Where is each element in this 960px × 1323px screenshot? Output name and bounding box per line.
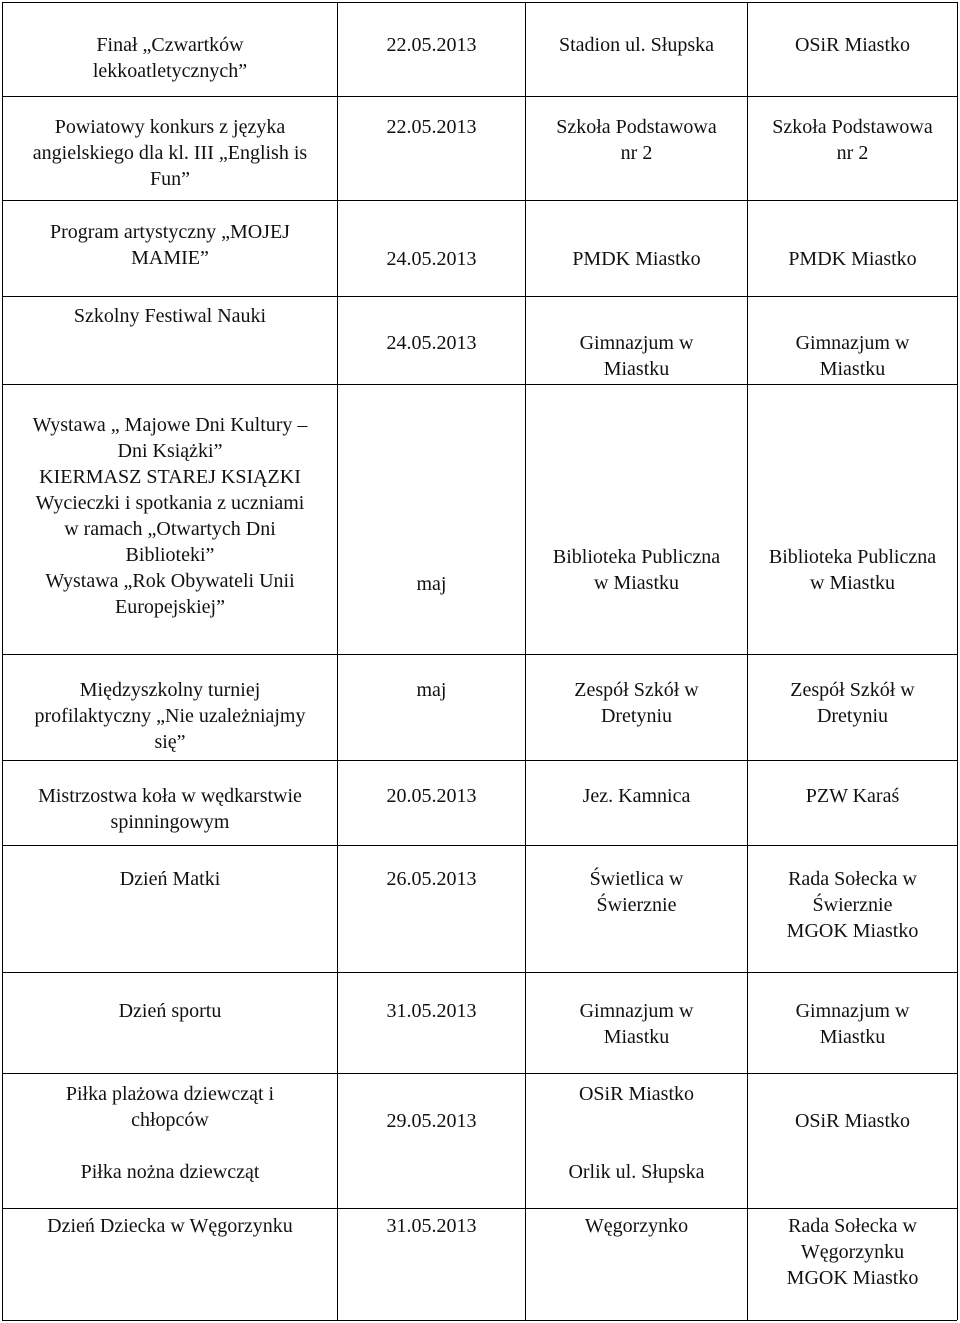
cell-line: OSiR Miastko [794,34,911,56]
cell-line [3,1133,337,1159]
cell-line: profilaktyczny „Nie uzależniajmy [34,705,306,727]
row-divider [2,845,957,846]
cell-line: Finał „Czwartków [96,34,244,56]
cell-line: 22.05.2013 [386,116,477,138]
table-cell-organizer [748,998,957,1050]
table-cell-place [526,544,747,596]
table-cell-event [3,677,337,755]
table-cell-place [526,1213,747,1239]
cell-line: Szkoła Podstawowa [772,116,933,138]
cell-line: Jez. Kamnica [582,785,691,807]
table-cell-organizer [748,1108,957,1134]
table-cell-organizer [748,32,957,58]
cell-line [526,1133,747,1159]
table-cell-event [3,866,337,892]
cell-line: Miastku [819,1026,886,1048]
cell-line: Miastku [603,1026,670,1048]
cell-line: Stadion ul. Słupska [558,34,714,56]
cell-line: OSiR Miastko [794,1110,911,1132]
table-cell-organizer [748,783,957,809]
table-cell-place [526,783,747,809]
table-cell-event [3,412,337,620]
cell-line: Węgorzynko [584,1215,689,1237]
cell-line: Dzień Dziecka w Węgorzynku [47,1215,293,1237]
cell-line: 31.05.2013 [386,1000,477,1022]
cell-line: Biblioteki” [125,544,215,566]
cell-line: Rada Sołecka w [788,868,917,890]
cell-line: Piłka nożna dziewcząt [80,1161,260,1183]
row-divider [2,296,957,297]
table-cell-place [526,114,747,166]
cell-line: Gimnazjum w [795,1000,910,1022]
row-divider [2,654,957,655]
cell-line: maj [416,573,447,595]
table-cell-event [3,219,337,271]
cell-line: 29.05.2013 [386,1110,477,1132]
cell-line: Węgorzynku [800,1241,905,1263]
cell-line: Międzyszkolny turniej [79,679,261,701]
cell-line: Gimnazjum w [579,332,694,354]
table-cell-organizer [748,246,957,272]
row-divider [2,96,957,97]
cell-line: Świerznie [812,894,893,916]
cell-line: KIERMASZ STAREJ KSIĄZKI [39,466,301,488]
cell-line: chłopców [131,1109,209,1131]
table-cell-event [3,998,337,1024]
cell-line: maj [416,679,447,701]
cell-line: 22.05.2013 [386,34,477,56]
cell-line: 31.05.2013 [386,1215,477,1237]
cell-line: 24.05.2013 [386,332,477,354]
cell-line: Biblioteka Publiczna [768,546,937,568]
table-cell-date [338,998,525,1024]
table-cell-date [338,571,525,597]
cell-line: Europejskiej” [115,596,225,618]
cell-line: Wystawa „ Majowe Dni Kultury – [32,414,308,436]
table-cell-date [338,677,525,703]
row-divider [2,972,957,973]
row-divider [2,384,957,385]
cell-line: Dni Książki” [117,440,223,462]
column-divider [957,2,958,1320]
cell-line: OSiR Miastko [578,1083,695,1105]
cell-line: MAMIE” [131,247,209,269]
table-cell-event [3,1213,337,1239]
table-cell-date [338,330,525,356]
cell-line: Dretyniu [600,705,673,727]
table-cell-place [526,246,747,272]
cell-line: Wycieczki i spotkania z uczniami [35,492,305,514]
table-cell-place [526,866,747,918]
cell-line: MGOK Miastko [786,1267,919,1289]
cell-line: Biblioteka Publiczna [552,546,721,568]
cell-line [526,1107,747,1133]
cell-line: PZW Karaś [805,785,900,807]
table-cell-event [3,783,337,835]
cell-line: 24.05.2013 [386,248,477,270]
cell-line: Dretyniu [816,705,889,727]
cell-line: Orlik ul. Słupska [568,1161,705,1183]
cell-line: Dzień Matki [119,868,221,890]
row-divider [2,760,957,761]
cell-line: Zespół Szkół w [574,679,699,701]
table-cell-date [338,783,525,809]
cell-line: 26.05.2013 [386,868,477,890]
table-cell-date [338,866,525,892]
cell-line: PMDK Miastko [572,248,701,270]
cell-line: lekkoatletycznych” [92,60,248,82]
row-divider [2,1073,957,1074]
cell-line: Piłka plażowa dziewcząt i [65,1083,275,1105]
cell-line: Miastku [819,358,886,380]
table-cell-date [338,32,525,58]
cell-line: Szkoła Podstawowa [556,116,717,138]
cell-line: się” [154,731,186,753]
cell-line: w Miastku [594,572,679,594]
table-cell-date [338,246,525,272]
table-cell-place [526,677,747,729]
cell-line: Miastku [603,358,670,380]
cell-line: Dzień sportu [118,1000,222,1022]
table-cell-place [526,330,747,382]
cell-line: w ramach „Otwartych Dni [64,518,276,540]
table-cell-organizer [748,544,957,596]
cell-line: Rada Sołecka w [788,1215,917,1237]
row-divider [2,1208,957,1209]
table-cell-date [338,114,525,140]
table-cell-place [526,32,747,58]
cell-line: angielskiego dla kl. III „English is [32,142,308,164]
table-cell-date [338,1108,525,1134]
table-cell-place [526,998,747,1050]
cell-line: Powiatowy konkurs z języka [54,116,286,138]
cell-line: Szkolny Festiwal Nauki [73,305,267,327]
row-divider [2,1320,957,1321]
table-cell-organizer [748,114,957,166]
table-cell-event [3,32,337,84]
table-cell-event [3,303,337,329]
cell-line: nr 2 [620,142,653,164]
row-divider [2,2,957,3]
cell-line: Gimnazjum w [795,332,910,354]
cell-line: PMDK Miastko [788,248,917,270]
cell-line: Świetlica w [589,868,684,890]
table-cell-event [3,114,337,192]
cell-line: w Miastku [810,572,895,594]
cell-line: 20.05.2013 [386,785,477,807]
cell-line: Świerznie [596,894,677,916]
cell-line: Program artystyczny „MOJEJ [50,221,290,243]
table-cell-place [526,1081,747,1185]
table-cell-organizer [748,866,957,944]
table-cell-date [338,1213,525,1239]
cell-line: MGOK Miastko [786,920,919,942]
cell-line: Fun” [150,168,190,190]
cell-line: spinningowym [110,811,230,833]
cell-line: nr 2 [836,142,869,164]
cell-line: Gimnazjum w [579,1000,694,1022]
table-cell-organizer [748,330,957,382]
table-cell-organizer [748,677,957,729]
cell-line: Mistrzostwa koła w wędkarstwie [38,785,302,807]
table-cell-organizer [748,1213,957,1291]
cell-line: Wystawa „Rok Obywateli Unii [45,570,295,592]
row-divider [2,200,957,201]
table-cell-event [3,1081,337,1185]
cell-line: Zespół Szkół w [790,679,915,701]
